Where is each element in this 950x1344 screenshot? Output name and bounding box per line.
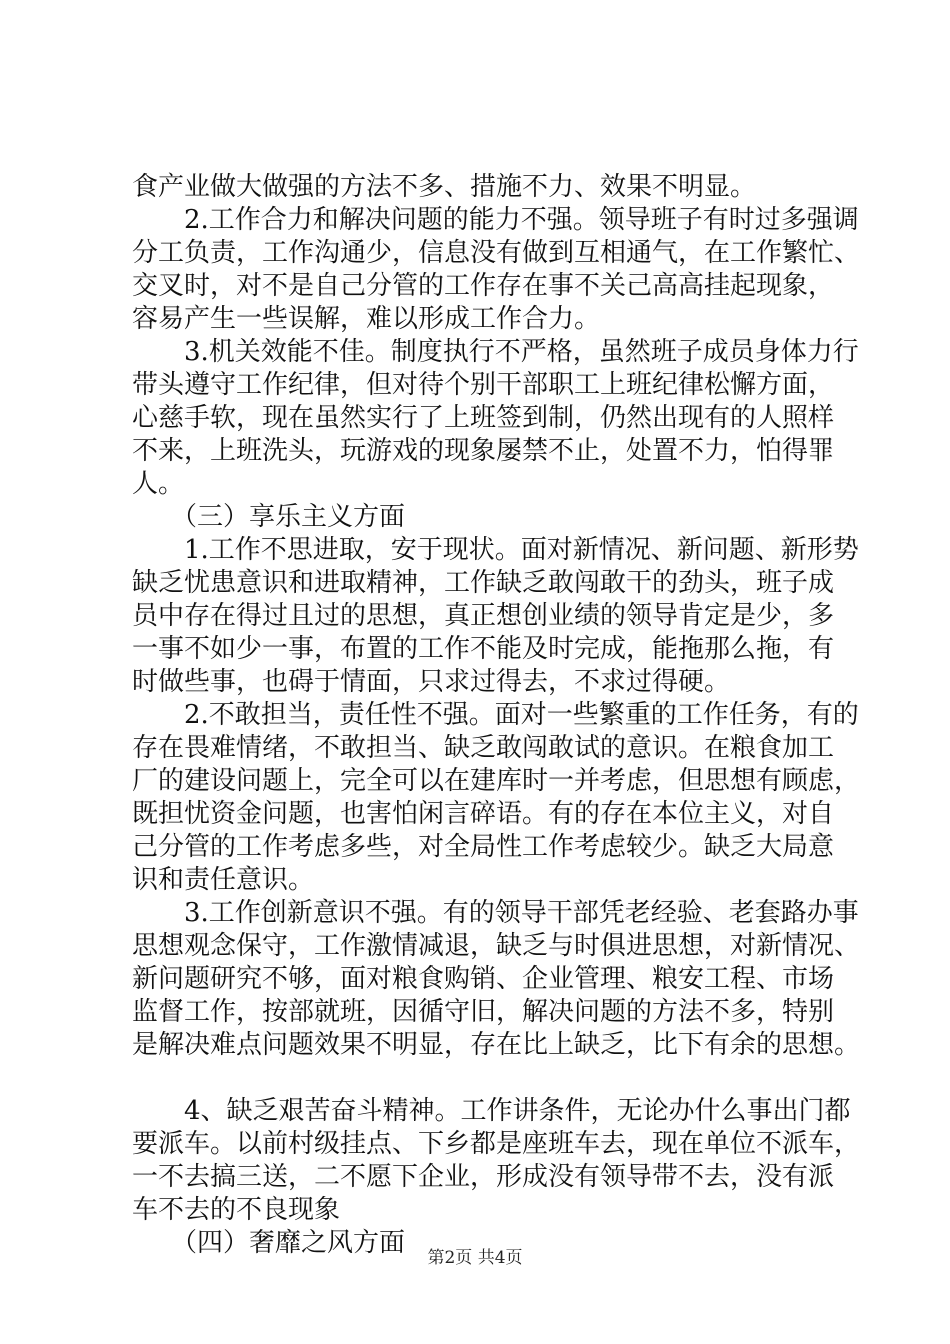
text-line: 要派车。以前村级挂点、下乡都是座班车去，现在单位不派车， bbox=[132, 1129, 861, 1159]
text-line: 容易产生一些误解，难以形成工作合力。 bbox=[132, 304, 601, 334]
text-line: 识和责任意识。 bbox=[132, 865, 315, 895]
text-line: 2.工作合力和解决问题的能力不强。领导班子有时过多强调 bbox=[132, 205, 859, 235]
text-line: 监督工作，按部就班，因循守旧，解决问题的方法不多，特别 bbox=[132, 997, 835, 1027]
text-line: 思想观念保守，工作激情减退，缺乏与时俱进思想，对新情况、 bbox=[132, 931, 861, 961]
text-line: 交叉时，对不是自己分管的工作存在事不关己高高挂起现象， bbox=[132, 271, 835, 301]
text-line: 既担忧资金问题，也害怕闲言碎语。有的存在本位主义，对自 bbox=[132, 799, 835, 829]
text-line: 分工负责，工作沟通少，信息没有做到互相通气，在工作繁忙、 bbox=[132, 238, 861, 268]
text-line: 心慈手软，现在虽然实行了上班签到制，仍然出现有的人照样 bbox=[132, 403, 835, 433]
page-number: 第2页 共4页 bbox=[427, 1248, 523, 1268]
text-line: 带头遵守工作纪律，但对待个别干部职工上班纪律松懈方面， bbox=[132, 370, 835, 400]
text-line: 厂的建设问题上，完全可以在建库时一并考虑，但思想有顾虑， bbox=[132, 766, 861, 796]
text-line: 一事不如少一事，布置的工作不能及时完成，能拖那么拖，有 bbox=[132, 634, 835, 664]
section-heading: （四）奢靡之风方面 bbox=[132, 1228, 406, 1258]
text-line: 1.工作不思进取，安于现状。面对新情况、新问题、新形势 bbox=[132, 535, 859, 565]
text-line: 4、缺乏艰苦奋斗精神。工作讲条件，无论办什么事出门都 bbox=[132, 1096, 851, 1126]
text-line: 是解决难点问题效果不明显，存在比上缺乏，比下有余的思想。 bbox=[132, 1030, 861, 1060]
text-line: 员中存在得过且过的思想，真正想创业绩的领导肯定是少，多 bbox=[132, 601, 835, 631]
section-heading: （三）享乐主义方面 bbox=[132, 502, 406, 532]
text-line: 3.工作创新意识不强。有的领导干部凭老经验、老套路办事 bbox=[132, 898, 859, 928]
text-line: 缺乏忧患意识和进取精神，工作缺乏敢闯敢干的劲头，班子成 bbox=[132, 568, 835, 598]
text-line: 时做些事，也碍于情面，只求过得去，不求过得硬。 bbox=[132, 667, 731, 697]
text-line: 存在畏难情绪，不敢担当、缺乏敢闯敢试的意识。在粮食加工 bbox=[132, 733, 835, 763]
text-line: 不来，上班洗头，玩游戏的现象屡禁不止，处置不力，怕得罪 bbox=[132, 436, 835, 466]
text-line: 2.不敢担当，责任性不强。面对一些繁重的工作任务，有的 bbox=[132, 700, 859, 730]
text-line: 一不去搞三送，二不愿下企业，形成没有领导带不去，没有派 bbox=[132, 1162, 835, 1192]
text-line: 人。 bbox=[132, 469, 185, 499]
text-line: 己分管的工作考虑多些，对全局性工作考虑较少。缺乏大局意 bbox=[132, 832, 835, 862]
text-line: 新问题研究不够，面对粮食购销、企业管理、粮安工程、市场 bbox=[132, 964, 835, 994]
text-line: 食产业做大做强的方法不多、措施不力、效果不明显。 bbox=[132, 172, 757, 202]
text-line: 车不去的不良现象 bbox=[132, 1195, 341, 1225]
text-line: 3.机关效能不佳。制度执行不严格，虽然班子成员身体力行 bbox=[132, 337, 859, 367]
